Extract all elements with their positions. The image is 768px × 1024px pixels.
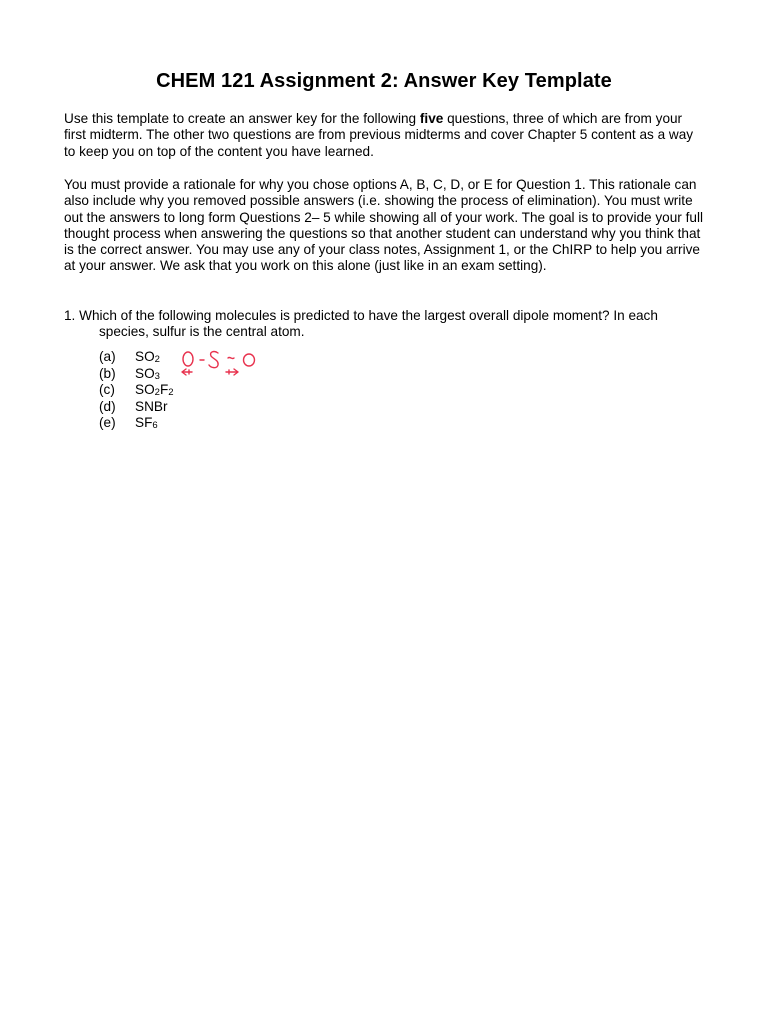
question-1-line-1: 1. Which of the following molecules is predicted to have the largest overall dipole moment? In each	[64, 308, 658, 323]
option-formula: $SO_3$	[135, 365, 160, 382]
answer-options	[99, 349, 174, 432]
option-letter: (e)	[99, 415, 116, 430]
intro-paragraph	[64, 111, 704, 160]
option-letter: (c)	[99, 382, 115, 397]
option-row	[99, 382, 174, 399]
option-formula: $SO_2$	[135, 349, 160, 365]
option-letter: (b)	[99, 365, 116, 381]
intro-text-end: questions, three of which are from your first midterm. The other two questions are from previous midterms and cover Chapter 5 content as a way to keep you on top of the content you have learned.	[64, 111, 694, 159]
option-row	[99, 415, 174, 432]
option-formula: SNBr	[135, 398, 168, 414]
option-row	[99, 366, 174, 383]
instructions-paragraph: You must provide a rationale for why you chose options A, B, C, D, or E for Question 1. This rationale can also include why you removed possible answers (i.e. showing the process of elimination). You must write out the answers to long form Questions 2– 5 while showing all of your work. The goal is to provide your full thought process when answering the questions so that another student can understand why you think that is the correct answer. You may use any of your class notes, Assignment 1, or the ChIRP to help you arrive at your answer. We ask that you work on this alone (just like in an exam setting).	[64, 177, 703, 274]
option-row	[99, 399, 174, 416]
option-letter: (d)	[99, 398, 116, 414]
document-title: CHEM 121 Assignment 2: Answer Key Template	[156, 70, 612, 92]
question-1	[64, 308, 704, 341]
handwritten-annotation	[178, 346, 268, 386]
option-formula: $SF_6$	[135, 415, 158, 431]
intro-text-start: Use this template to create an answer key for the following	[64, 111, 420, 126]
option-formula: $SO_2F_2$	[135, 382, 174, 398]
option-letter: (a)	[99, 349, 116, 364]
question-1-line-2: species, sulfur is the central atom.	[99, 324, 305, 340]
option-row	[99, 349, 174, 366]
intro-bold-word: five	[419, 111, 444, 126]
